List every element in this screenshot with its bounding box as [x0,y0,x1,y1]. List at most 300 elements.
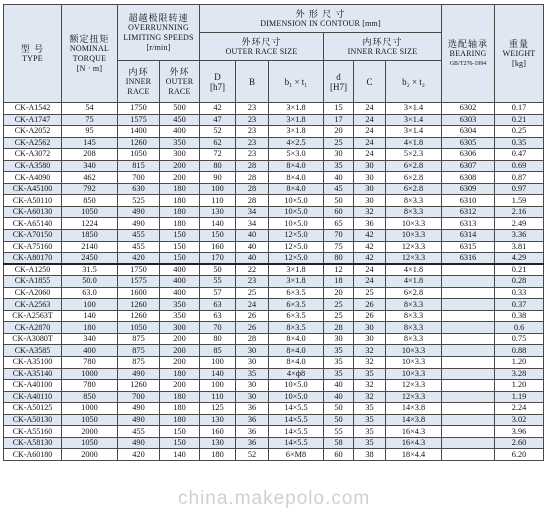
header-inner-speed-en1: INNER [125,76,152,86]
header-inner-race-speed [118,61,160,103]
cell-weight: 4.29 [495,253,544,265]
cell-model: CK-A35140 [4,368,62,380]
cell-inner-keyway: 12×3.3 [386,253,442,265]
cell-outer-width: 26 [236,310,269,322]
header-weight-en: WEIGHT [502,48,536,58]
table-row [4,437,544,449]
cell-outer-diameter: 50 [200,264,236,276]
table-row [4,103,544,115]
cell-inner-speed: 1575 [118,276,160,288]
cell-outer-diameter: 63 [200,310,236,322]
cell-outer-width: 23 [236,149,269,161]
cell-outer-keyway: 14×5.5 [269,414,324,426]
cell-inner-speed: 1260 [118,299,160,311]
cell-inner-keyway: 12×3.3 [386,241,442,253]
cell-inner-width: 35 [354,403,386,415]
table-row [4,414,544,426]
header-speed-en1: OVERRUNNING [128,22,189,32]
cell-outer-speed: 180 [160,414,200,426]
cell-outer-width: 36 [236,403,269,415]
cell-outer-speed: 200 [160,380,200,392]
cell-inner-diameter: 75 [324,241,354,253]
cell-outer-width: 25 [236,287,269,299]
cell-model: CK-A1542 [4,103,62,115]
cell-inner-width: 30 [354,183,386,195]
table-row [4,206,544,218]
cell-torque: 780 [62,357,118,369]
cell-torque: 780 [62,380,118,392]
cell-model: CK-A3080T [4,333,62,345]
header-weight-unit: [kg] [511,58,527,68]
cell-inner-diameter: 50 [324,195,354,207]
cell-inner-keyway: 10×3.3 [386,230,442,242]
cell-weight: 0.87 [495,172,544,184]
cell-torque: 1050 [62,206,118,218]
cell-inner-speed: 455 [118,230,160,242]
cell-torque: 340 [62,160,118,172]
cell-inner-speed: 875 [118,357,160,369]
cell-inner-diameter: 15 [324,103,354,115]
table-row [4,172,544,184]
cell-inner-speed: 1750 [118,264,160,276]
cell-outer-diameter: 47 [200,114,236,126]
cell-bearing [442,264,495,276]
table-row [4,160,544,172]
cell-model: CK-A1747 [4,114,62,126]
cell-weight: 0.17 [495,103,544,115]
header-dimension-cn: 外 形 尺 寸 [295,8,346,19]
cell-weight: 0.47 [495,149,544,161]
cell-outer-speed: 200 [160,357,200,369]
cell-bearing [442,333,495,345]
table-row [4,195,544,207]
cell-inner-keyway: 6×2.8 [386,183,442,195]
cell-weight: 3.36 [495,230,544,242]
cell-model: CK-A80170 [4,253,62,265]
cell-outer-width: 36 [236,426,269,438]
cell-model: CK-A50110 [4,195,62,207]
cell-inner-speed: 455 [118,426,160,438]
cell-model: CK-A3072 [4,149,62,161]
cell-weight: 0.33 [495,287,544,299]
cell-inner-diameter: 30 [324,149,354,161]
cell-outer-speed: 150 [160,426,200,438]
cell-weight: 3.28 [495,368,544,380]
cell-outer-speed: 200 [160,333,200,345]
cell-torque: 1050 [62,414,118,426]
table-row [4,357,544,369]
header-bearing-std: GB/T276-1994 [449,60,487,67]
cell-outer-speed: 200 [160,172,200,184]
cell-outer-speed: 500 [160,103,200,115]
header-outer-race-cn: 外环尺寸 [241,36,282,47]
cell-outer-speed: 200 [160,160,200,172]
cell-outer-width: 34 [236,206,269,218]
cell-torque: 145 [62,137,118,149]
cell-bearing [442,391,495,403]
cell-outer-keyway: 3×1.8 [269,264,324,276]
table-row [4,218,544,230]
table-row [4,276,544,288]
cell-outer-keyway: 10×5.0 [269,218,324,230]
cell-outer-width: 52 [236,449,269,461]
cell-inner-speed: 1260 [118,310,160,322]
cell-outer-speed: 450 [160,114,200,126]
cell-outer-diameter: 140 [200,368,236,380]
cell-model: CK-A4090 [4,172,62,184]
cell-model: CK-A1855 [4,276,62,288]
cell-inner-width: 24 [354,276,386,288]
header-col-B [236,61,269,103]
cell-inner-diameter: 50 [324,403,354,415]
header-col-D-sym: D [214,71,221,82]
cell-inner-diameter: 35 [324,368,354,380]
cell-outer-diameter: 55 [200,276,236,288]
cell-bearing: 6314 [442,230,495,242]
cell-inner-keyway: 10×3.3 [386,368,442,380]
cell-bearing [442,449,495,461]
table-header [4,5,544,103]
cell-torque: 95 [62,126,118,138]
cell-outer-diameter: 100 [200,183,236,195]
cell-inner-width: 32 [354,391,386,403]
cell-weight: 6.20 [495,449,544,461]
cell-outer-diameter: 42 [200,103,236,115]
cell-outer-width: 26 [236,322,269,334]
cell-outer-speed: 180 [160,218,200,230]
cell-torque: 31.5 [62,264,118,276]
cell-outer-speed: 200 [160,345,200,357]
watermark-text: china.makepolo.com [178,488,371,509]
cell-weight: 2.49 [495,218,544,230]
cell-model: CK-A65140 [4,218,62,230]
cell-inner-speed: 815 [118,160,160,172]
cell-outer-speed: 180 [160,183,200,195]
cell-outer-speed: 300 [160,149,200,161]
cell-weight: 3.02 [495,414,544,426]
cell-inner-keyway: 10×3.3 [386,345,442,357]
table-row [4,253,544,265]
cell-model: CK-A2563T [4,310,62,322]
cell-outer-width: 35 [236,368,269,380]
cell-outer-diameter: 80 [200,160,236,172]
header-inner-race-cn: 内环尺寸 [362,36,403,47]
cell-outer-keyway: 10×5.0 [269,206,324,218]
cell-inner-diameter: 45 [324,183,354,195]
cell-torque: 54 [62,103,118,115]
cell-outer-diameter: 52 [200,126,236,138]
cell-outer-keyway: 3×1.8 [269,114,324,126]
cell-outer-diameter: 130 [200,414,236,426]
cell-outer-keyway: 6×3.5 [269,310,324,322]
cell-bearing [442,299,495,311]
header-bearing-en: BEARING [449,48,487,58]
cell-inner-width: 24 [354,126,386,138]
cell-outer-keyway: 12×5.0 [269,230,324,242]
cell-inner-speed: 490 [118,218,160,230]
cell-outer-diameter: 85 [200,345,236,357]
cell-inner-speed: 1400 [118,126,160,138]
cell-model: CK-A40100 [4,380,62,392]
cell-inner-speed: 490 [118,437,160,449]
cell-torque: 140 [62,310,118,322]
cell-inner-width: 24 [354,103,386,115]
header-outer-race-size [200,33,324,61]
table-row [4,449,544,461]
cell-inner-diameter: 50 [324,414,354,426]
table-row [4,149,544,161]
cell-model: CK-A2562 [4,137,62,149]
table-row [4,322,544,334]
cell-inner-speed: 875 [118,333,160,345]
cell-weight: 1.20 [495,380,544,392]
cell-outer-keyway: 4×ф8 [269,368,324,380]
cell-inner-keyway: 8×3.3 [386,299,442,311]
header-torque-cn: 额定扭矩 [69,33,110,44]
cell-inner-width: 32 [354,357,386,369]
cell-outer-speed: 150 [160,230,200,242]
cell-bearing [442,380,495,392]
header-weight-cn: 重量 [509,38,530,49]
cell-inner-keyway: 14×3.8 [386,414,442,426]
cell-outer-width: 28 [236,160,269,172]
cell-outer-speed: 400 [160,287,200,299]
cell-inner-width: 30 [354,172,386,184]
header-speed [118,5,200,61]
cell-inner-speed: 875 [118,345,160,357]
cell-inner-keyway: 4×1.8 [386,137,442,149]
cell-inner-diameter: 80 [324,253,354,265]
cell-outer-diameter: 130 [200,206,236,218]
cell-torque: 50.0 [62,276,118,288]
cell-torque: 792 [62,183,118,195]
header-model [4,5,62,103]
cell-inner-width: 30 [354,322,386,334]
cell-bearing [442,426,495,438]
header-dimension [200,5,442,33]
cell-weight: 0.69 [495,160,544,172]
cell-outer-width: 36 [236,437,269,449]
cell-weight: 0.97 [495,183,544,195]
cell-inner-diameter: 17 [324,114,354,126]
table-row [4,391,544,403]
cell-outer-diameter: 130 [200,437,236,449]
header-outer-race-en: OUTER RACE SIZE [225,46,298,56]
cell-outer-speed: 350 [160,299,200,311]
cell-inner-keyway: 4×1.8 [386,276,442,288]
cell-model: CK-A75160 [4,241,62,253]
cell-model: CK-A60130 [4,206,62,218]
cell-inner-speed: 700 [118,172,160,184]
cell-model: CK-A50130 [4,414,62,426]
cell-outer-keyway: 3×1.8 [269,276,324,288]
cell-weight: 3.81 [495,241,544,253]
cell-outer-width: 30 [236,357,269,369]
header-outer-speed-cn: 外环 [169,66,190,77]
cell-inner-width: 26 [354,310,386,322]
cell-model: CK-A2870 [4,322,62,334]
cell-inner-width: 35 [354,368,386,380]
cell-outer-diameter: 62 [200,137,236,149]
header-torque-en1: NOMINAL [69,43,110,53]
cell-inner-keyway: 14×3.8 [386,403,442,415]
cell-bearing: 6306 [442,149,495,161]
cell-outer-width: 24 [236,299,269,311]
cell-outer-keyway: 8×3.5 [269,322,324,334]
cell-inner-speed: 1600 [118,287,160,299]
cell-inner-keyway: 8×3.3 [386,333,442,345]
cell-torque: 63.0 [62,287,118,299]
cell-torque: 2450 [62,253,118,265]
cell-outer-keyway: 8×4.0 [269,345,324,357]
cell-inner-width: 26 [354,299,386,311]
cell-outer-diameter: 63 [200,299,236,311]
header-torque-unit: [N · m] [76,63,103,73]
header-col-D-sub: [h7] [210,81,225,92]
header-outer-speed-en2: RACE [168,86,191,96]
table-row [4,114,544,126]
cell-torque: 1000 [62,368,118,380]
cell-torque: 208 [62,149,118,161]
cell-bearing [442,276,495,288]
cell-outer-keyway: 12×5.0 [269,253,324,265]
cell-weight: 1.19 [495,391,544,403]
cell-outer-diameter: 180 [200,449,236,461]
cell-weight: 0.6 [495,322,544,334]
cell-inner-diameter: 40 [324,380,354,392]
cell-inner-speed: 420 [118,253,160,265]
cell-model: CK-A3585 [4,345,62,357]
cell-torque: 1000 [62,403,118,415]
cell-outer-diameter: 150 [200,230,236,242]
table-row [4,333,544,345]
cell-model: CK-A2060 [4,287,62,299]
header-speed-unit: [r/min] [146,42,171,52]
cell-inner-keyway: 3×1.4 [386,126,442,138]
header-weight [495,5,544,103]
header-speed-en2: LIMITING SPEEDS [123,32,194,42]
cell-bearing: 6307 [442,160,495,172]
cell-inner-speed: 1750 [118,103,160,115]
cell-weight: 0.35 [495,137,544,149]
header-bearing [442,5,495,103]
cell-outer-width: 23 [236,114,269,126]
table-row [4,310,544,322]
table-row [4,345,544,357]
cell-inner-width: 24 [354,137,386,149]
cell-outer-diameter: 160 [200,426,236,438]
cell-inner-speed: 1260 [118,380,160,392]
cell-inner-diameter: 35 [324,345,354,357]
header-inner-race-en: INNER RACE SIZE [347,46,418,56]
header-col-bt-inner [386,61,442,103]
cell-outer-keyway: 3×1.8 [269,103,324,115]
header-col-d-sub: [H7] [330,81,347,92]
cell-outer-keyway: 8×4.0 [269,183,324,195]
cell-torque: 75 [62,114,118,126]
cell-outer-width: 28 [236,333,269,345]
header-col-bt-outer [269,61,324,103]
cell-inner-speed: 490 [118,414,160,426]
cell-outer-speed: 140 [160,449,200,461]
cell-outer-speed: 350 [160,137,200,149]
cell-outer-diameter: 125 [200,403,236,415]
cell-inner-diameter: 35 [324,160,354,172]
header-col-bt-outer-sym: b₁ × t₁ [284,76,308,87]
cell-bearing: 6302 [442,103,495,115]
cell-model: CK-A2052 [4,126,62,138]
cell-inner-diameter: 40 [324,172,354,184]
cell-outer-diameter: 110 [200,195,236,207]
cell-torque: 1050 [62,437,118,449]
cell-inner-speed: 630 [118,183,160,195]
cell-outer-keyway: 5×3.0 [269,149,324,161]
cell-inner-diameter: 60 [324,206,354,218]
cell-bearing: 6310 [442,195,495,207]
cell-inner-keyway: 16×4.3 [386,426,442,438]
header-col-B-sym: B [248,76,255,87]
cell-weight: 1.59 [495,195,544,207]
cell-bearing [442,414,495,426]
cell-bearing [442,345,495,357]
cell-inner-width: 30 [354,195,386,207]
cell-model: CK-A50125 [4,403,62,415]
cell-outer-diameter: 80 [200,333,236,345]
cell-outer-keyway: 12×5.0 [269,241,324,253]
cell-model: CK-A2563 [4,299,62,311]
cell-inner-keyway: 4×1.8 [386,264,442,276]
cell-outer-diameter: 100 [200,380,236,392]
cell-outer-width: 40 [236,241,269,253]
cell-outer-width: 28 [236,183,269,195]
cell-inner-speed: 490 [118,368,160,380]
cell-bearing: 6303 [442,114,495,126]
cell-outer-diameter: 57 [200,287,236,299]
cell-outer-keyway: 8×4.0 [269,172,324,184]
header-outer-speed-en1: OUTER [165,76,194,86]
cell-model: CK-A45100 [4,183,62,195]
cell-inner-keyway: 16×4.3 [386,437,442,449]
cell-model: CK-A40110 [4,391,62,403]
cell-inner-speed: 700 [118,391,160,403]
cell-bearing [442,403,495,415]
cell-inner-speed: 1260 [118,137,160,149]
cell-model: CK-A70150 [4,230,62,242]
cell-inner-keyway: 8×3.3 [386,206,442,218]
cell-inner-width: 32 [354,206,386,218]
cell-inner-diameter: 58 [324,437,354,449]
cell-inner-width: 35 [354,414,386,426]
cell-inner-diameter: 60 [324,449,354,461]
header-inner-race-size [324,33,442,61]
cell-inner-keyway: 18×4.4 [386,449,442,461]
cell-inner-keyway: 10×3.3 [386,357,442,369]
cell-outer-diameter: 170 [200,253,236,265]
cell-outer-width: 28 [236,195,269,207]
cell-inner-width: 38 [354,449,386,461]
cell-outer-keyway: 8×4.0 [269,160,324,172]
cell-inner-diameter: 25 [324,310,354,322]
cell-bearing [442,310,495,322]
cell-inner-diameter: 20 [324,287,354,299]
header-col-C-sym: C [366,76,373,87]
cell-inner-width: 24 [354,149,386,161]
table-row [4,264,544,276]
cell-bearing: 6309 [442,183,495,195]
cell-torque: 2000 [62,426,118,438]
cell-model: CK-A3580 [4,160,62,172]
cell-outer-speed: 350 [160,310,200,322]
